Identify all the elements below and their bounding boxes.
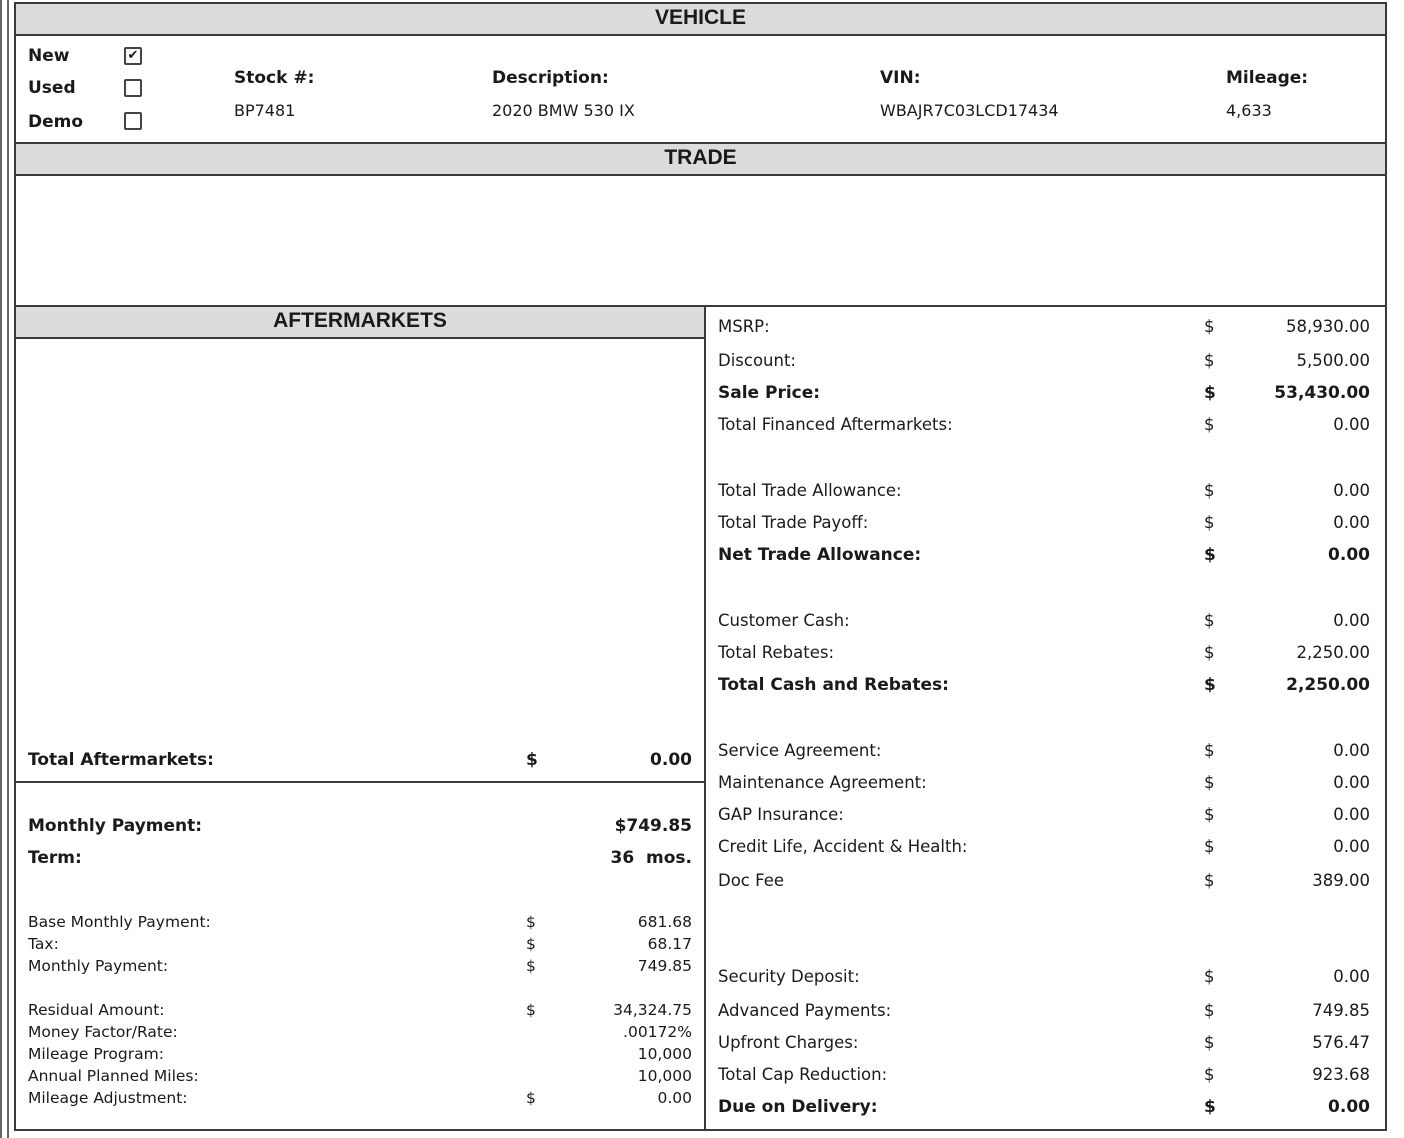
breakdown-value: 681.68 — [637, 913, 692, 931]
summary-value: 0.00 — [1333, 837, 1370, 856]
summary-row — [718, 966, 1370, 988]
summary-value: 0.00 — [1333, 741, 1370, 760]
summary-row — [718, 772, 1370, 794]
summary-currency: $ — [1204, 545, 1216, 565]
summary-value: 0.00 — [1333, 967, 1370, 986]
summary-currency: $ — [1204, 871, 1215, 890]
lease-label: Money Factor/Rate: — [28, 1023, 178, 1041]
summary-currency: $ — [1204, 415, 1215, 434]
summary-currency: $ — [1204, 1065, 1215, 1084]
summary-currency: $ — [1204, 383, 1216, 403]
summary-value: 389.00 — [1312, 871, 1370, 890]
lease-value: 10,000 — [637, 1067, 692, 1085]
breakdown-row — [28, 957, 692, 979]
lease-currency: $ — [526, 1089, 536, 1107]
summary-currency: $ — [1204, 1001, 1215, 1020]
summary-label: Credit Life, Accident & Health: — [718, 837, 968, 856]
summary-value: 0.00 — [1333, 773, 1370, 792]
summary-label: Total Cap Reduction: — [718, 1065, 888, 1084]
summary-label: Doc Fee — [718, 871, 785, 890]
lease-row — [28, 1023, 692, 1045]
summary-value: 749.85 — [1312, 1001, 1370, 1020]
summary-row — [718, 544, 1370, 566]
column-divider — [704, 305, 706, 1131]
left-border-line — [0, 0, 2, 1138]
condition-checkbox-new[interactable] — [124, 47, 142, 65]
monthly-payment-value: $749.85 — [614, 816, 692, 836]
summary-currency: $ — [1204, 837, 1215, 856]
aftermarkets-header: AFTERMARKETS — [14, 305, 706, 339]
summary-value: 0.00 — [1328, 1097, 1370, 1117]
lease-label: Residual Amount: — [28, 1001, 165, 1019]
lease-row — [28, 1001, 692, 1023]
summary-row — [718, 1032, 1370, 1054]
check-mark-icon: ✔ — [127, 48, 139, 63]
breakdown-currency: $ — [526, 935, 536, 953]
summary-currency: $ — [1204, 675, 1216, 695]
summary-row — [718, 350, 1370, 372]
summary-currency: $ — [1204, 513, 1215, 532]
summary-row — [718, 740, 1370, 762]
summary-label: Upfront Charges: — [718, 1033, 859, 1052]
summary-currency: $ — [1204, 351, 1215, 370]
term-unit: mos. — [646, 848, 692, 868]
summary-row — [718, 414, 1370, 436]
summary-label: Customer Cash: — [718, 611, 850, 630]
summary-currency: $ — [1204, 773, 1215, 792]
breakdown-label: Base Monthly Payment: — [28, 913, 211, 931]
breakdown-value: 749.85 — [637, 957, 692, 975]
summary-value: 576.47 — [1312, 1033, 1370, 1052]
lease-label: Mileage Program: — [28, 1045, 164, 1063]
term-label: Term: — [28, 848, 82, 868]
summary-value: 0.00 — [1333, 611, 1370, 630]
lease-row — [28, 1067, 692, 1089]
description-label: Description: — [492, 68, 609, 88]
summary-label: Total Trade Payoff: — [718, 513, 869, 532]
condition-checkbox-used[interactable] — [124, 79, 142, 97]
summary-label: MSRP: — [718, 317, 770, 336]
mileage-label: Mileage: — [1226, 68, 1309, 88]
summary-label: GAP Insurance: — [718, 805, 844, 824]
summary-label: Security Deposit: — [718, 967, 860, 986]
summary-value: 923.68 — [1312, 1065, 1370, 1084]
summary-currency: $ — [1204, 805, 1215, 824]
lease-row — [28, 1045, 692, 1067]
summary-value: 53,430.00 — [1274, 383, 1370, 403]
lease-row — [28, 1089, 692, 1111]
lease-value: 0.00 — [657, 1089, 692, 1107]
summary-currency: $ — [1204, 741, 1215, 760]
breakdown-value: 68.17 — [647, 935, 692, 953]
summary-row — [718, 804, 1370, 826]
summary-row — [718, 642, 1370, 664]
summary-label: Service Agreement: — [718, 741, 882, 760]
condition-label-demo: Demo — [28, 112, 84, 132]
stock-value: BP7481 — [234, 101, 296, 120]
summary-value: 2,250.00 — [1286, 675, 1370, 695]
condition-label-used: Used — [28, 78, 76, 98]
mileage-value: 4,633 — [1226, 101, 1272, 120]
lease-value: 34,324.75 — [613, 1001, 692, 1019]
summary-label: Net Trade Allowance: — [718, 545, 922, 565]
summary-value: 0.00 — [1333, 805, 1370, 824]
summary-label: Discount: — [718, 351, 796, 370]
payment-breakdown — [28, 913, 692, 979]
summary-label: Due on Delivery: — [718, 1097, 878, 1117]
summary-value: 0.00 — [1328, 545, 1370, 565]
breakdown-label: Tax: — [28, 935, 59, 953]
summary-value: 0.00 — [1333, 513, 1370, 532]
summary-row — [718, 610, 1370, 632]
summary-label: Sale Price: — [718, 383, 821, 403]
lease-label: Annual Planned Miles: — [28, 1067, 199, 1085]
summary-label: Total Trade Allowance: — [718, 481, 902, 500]
breakdown-label: Monthly Payment: — [28, 957, 169, 975]
breakdown-row — [28, 935, 692, 957]
term-months: 36 — [610, 848, 635, 868]
lease-label: Mileage Adjustment: — [28, 1089, 188, 1107]
stock-label: Stock #: — [234, 68, 315, 88]
condition-label-new: New — [28, 46, 70, 66]
summary-value: 0.00 — [1333, 481, 1370, 500]
breakdown-currency: $ — [526, 957, 536, 975]
total-aftermarkets-currency: $ — [526, 750, 538, 770]
summary-row — [718, 1000, 1370, 1022]
summary-label: Total Financed Aftermarkets: — [718, 415, 953, 434]
summary-label: Total Rebates: — [718, 643, 835, 662]
summary-row — [718, 1064, 1370, 1086]
description-value: 2020 BMW 530 IX — [492, 101, 635, 120]
lease-value: 10,000 — [637, 1045, 692, 1063]
summary-row — [718, 674, 1370, 696]
summary-currency: $ — [1204, 643, 1215, 662]
summary-label: Total Cash and Rebates: — [718, 675, 949, 695]
summary-currency: $ — [1204, 1033, 1215, 1052]
summary-value: 2,250.00 — [1296, 643, 1370, 662]
trade-header: TRADE — [14, 142, 1387, 176]
breakdown-currency: $ — [526, 913, 536, 931]
summary-value: 5,500.00 — [1296, 351, 1370, 370]
summary-currency: $ — [1204, 481, 1215, 500]
summary-row — [718, 1096, 1370, 1118]
summary-value: 58,930.00 — [1286, 317, 1370, 336]
summary-label: Maintenance Agreement: — [718, 773, 927, 792]
summary-currency: $ — [1204, 611, 1215, 630]
monthly-payment-label: Monthly Payment: — [28, 816, 203, 836]
summary-label: Advanced Payments: — [718, 1001, 892, 1020]
summary-row — [718, 836, 1370, 858]
summary-value: 0.00 — [1333, 415, 1370, 434]
summary-row — [718, 870, 1370, 892]
summary-row — [718, 480, 1370, 502]
aftermarkets-divider — [14, 781, 706, 783]
summary-currency: $ — [1204, 317, 1215, 336]
summary-currency: $ — [1204, 967, 1215, 986]
lease-value: .00172% — [623, 1023, 692, 1041]
vin-value: WBAJR7C03LCD17434 — [880, 101, 1059, 120]
vin-label: VIN: — [880, 68, 921, 88]
vehicle-header: VEHICLE — [14, 2, 1387, 36]
total-aftermarkets-value: 0.00 — [650, 750, 692, 770]
summary-row — [718, 316, 1370, 338]
term-value — [560, 848, 692, 868]
deal-summary — [718, 0, 1372, 1138]
summary-row — [718, 382, 1370, 404]
summary-currency: $ — [1204, 1097, 1216, 1117]
lease-currency: $ — [526, 1001, 536, 1019]
lease-details — [28, 1001, 692, 1111]
breakdown-row — [28, 913, 692, 935]
summary-row — [718, 512, 1370, 534]
left-border-line — [7, 0, 9, 1138]
total-aftermarkets-label: Total Aftermarkets: — [28, 750, 214, 770]
condition-checkbox-demo[interactable] — [124, 112, 142, 130]
